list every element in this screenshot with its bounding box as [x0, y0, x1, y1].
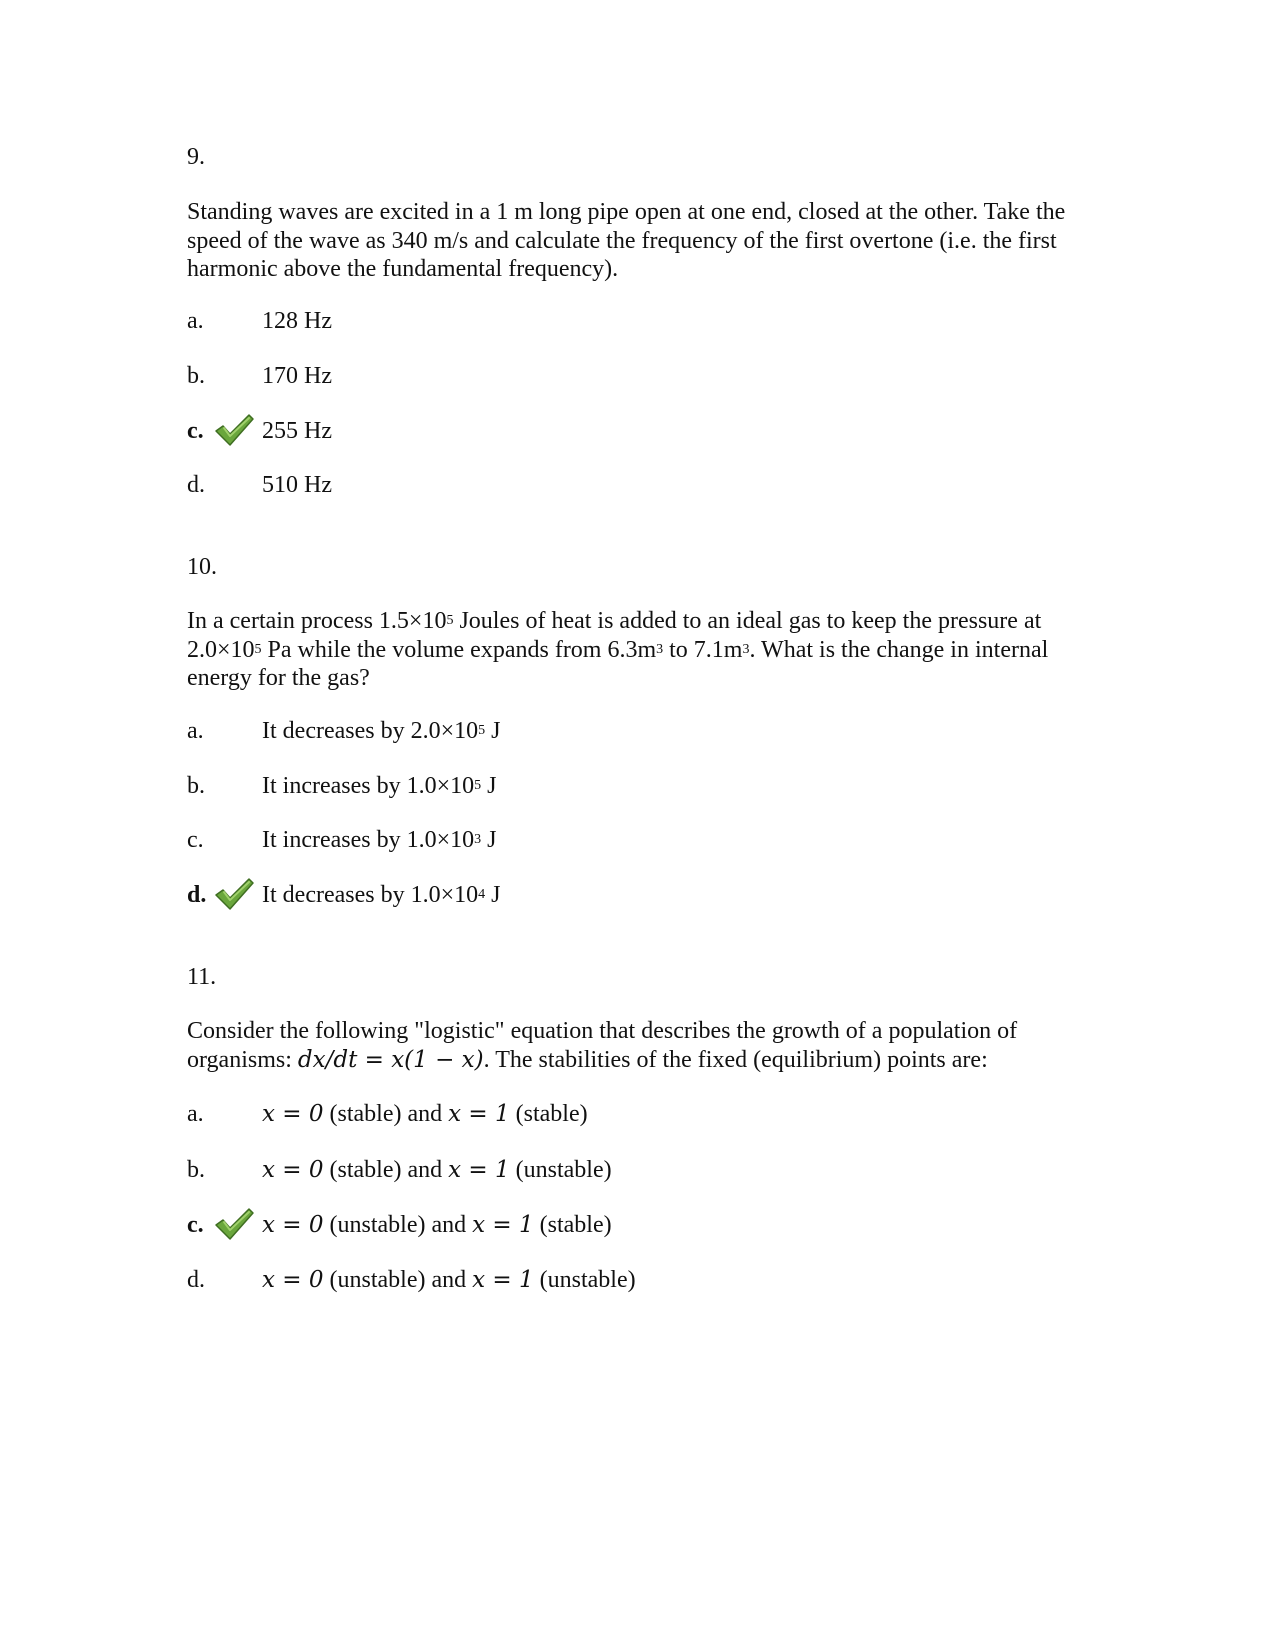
option-text: 170 Hz: [262, 363, 332, 389]
option-exponent: 5: [474, 778, 482, 793]
option-text: 255 Hz: [262, 418, 332, 444]
option-text: [262, 1210, 612, 1240]
option-letter: b.: [187, 363, 205, 389]
question-11-option-a: [187, 1099, 1087, 1129]
stem-text: to 7.1m: [663, 636, 743, 663]
stem-exponent: 5: [446, 613, 454, 628]
option-letter: d.: [187, 472, 205, 498]
logistic-equation: dx/dt = x(1 − x): [297, 1046, 484, 1073]
question-10-option-a: [187, 716, 1087, 746]
option-text: [262, 880, 500, 910]
option-text: [262, 1099, 588, 1129]
option-letter: b.: [187, 773, 205, 799]
question-10-option-d: [187, 880, 1087, 910]
math-x0: x = 0: [262, 1212, 324, 1238]
option-letter: a.: [187, 718, 204, 744]
stem-text: Pa while the volume expands from 6.3m: [261, 636, 657, 663]
math-x1: x = 1: [472, 1267, 534, 1293]
question-11-option-d: [187, 1265, 1087, 1295]
option-text-pre: It increases by 1.0×10: [262, 773, 475, 799]
question-9-option-d: [187, 470, 1087, 500]
option-text: [262, 825, 497, 855]
option-text-pre: It decreases by 1.0×10: [262, 882, 479, 908]
option-text: [262, 1265, 636, 1295]
stem-text: Consider the following "logistic" equation that describes the growth of a population of organisms:: [187, 1018, 1018, 1073]
question-9-option-b: [187, 361, 1087, 391]
option-text-post: J: [481, 827, 497, 853]
question-9-option-c: [187, 416, 1087, 446]
option-text-end: (unstable): [533, 1267, 636, 1293]
question-10-number: 10.: [187, 554, 217, 580]
option-letter: a.: [187, 1101, 204, 1127]
checkmark-icon: [213, 412, 255, 448]
checkmark-icon: [213, 1206, 255, 1242]
option-text-end: (stable): [533, 1212, 612, 1238]
option-exponent: 3: [474, 832, 482, 847]
option-text: 510 Hz: [262, 472, 332, 498]
question-11-option-b: [187, 1155, 1087, 1185]
option-text: [262, 771, 497, 801]
math-x1: x = 1: [448, 1157, 510, 1183]
question-9-stem: Standing waves are excited in a 1 m long pipe open at one end, closed at the other. Take the speed of the wave as 340 m/s and calculate the frequency of the first overtone (i.e. the first harmonic above the fundamental frequency).: [187, 199, 1066, 282]
option-text-mid: (unstable) and: [323, 1212, 473, 1238]
option-text-post: J: [485, 718, 501, 744]
math-x0: x = 0: [262, 1157, 324, 1183]
option-text-end: (stable): [509, 1101, 588, 1127]
question-10-option-c: [187, 825, 1087, 855]
option-exponent: 4: [478, 887, 486, 902]
stem-text: Joules of heat is added to an ideal gas to keep the pressure at 2.0×10: [187, 608, 1042, 663]
question-11-option-c: [187, 1210, 1087, 1240]
option-text: [262, 1155, 612, 1185]
option-letter: b.: [187, 1157, 205, 1183]
option-letter: d.: [187, 1267, 205, 1293]
stem-text: In a certain process 1.5×10: [187, 608, 447, 634]
question-9-number: 9.: [187, 144, 205, 170]
option-text-pre: It decreases by 2.0×10: [262, 718, 479, 744]
option-text-post: J: [481, 773, 497, 799]
option-exponent: 5: [478, 723, 486, 738]
option-text-pre: It increases by 1.0×10: [262, 827, 475, 853]
math-x0: x = 0: [262, 1101, 324, 1127]
option-letter: a.: [187, 308, 204, 334]
option-letter: c.: [187, 1212, 204, 1238]
option-text-mid: (unstable) and: [323, 1267, 473, 1293]
stem-text: . What is the change in internal energy for the gas?: [187, 636, 1049, 691]
question-10-stem: [187, 607, 1087, 693]
option-letter: c.: [187, 827, 204, 853]
math-x1: x = 1: [472, 1212, 534, 1238]
checkmark-icon: [213, 876, 255, 912]
question-10-option-b: [187, 771, 1087, 801]
option-letter: c.: [187, 418, 204, 444]
question-9-option-a: [187, 306, 1087, 336]
option-text-mid: (stable) and: [323, 1101, 449, 1127]
question-11-number: 11.: [187, 964, 217, 990]
option-text-mid: (stable) and: [323, 1157, 449, 1183]
math-x0: x = 0: [262, 1267, 324, 1293]
option-text-end: (unstable): [509, 1157, 612, 1183]
question-11-stem: [187, 1017, 1087, 1074]
stem-text: . The stabilities of the fixed (equilibrium) points are:: [483, 1046, 988, 1073]
stem-exponent: 3: [656, 641, 664, 657]
stem-exponent: 3: [742, 641, 750, 657]
option-text-post: J: [485, 882, 501, 908]
option-text: [262, 716, 500, 746]
option-text: 128 Hz: [262, 308, 332, 334]
option-letter: d.: [187, 882, 207, 908]
math-x1: x = 1: [448, 1101, 510, 1127]
stem-exponent: 5: [254, 641, 262, 657]
